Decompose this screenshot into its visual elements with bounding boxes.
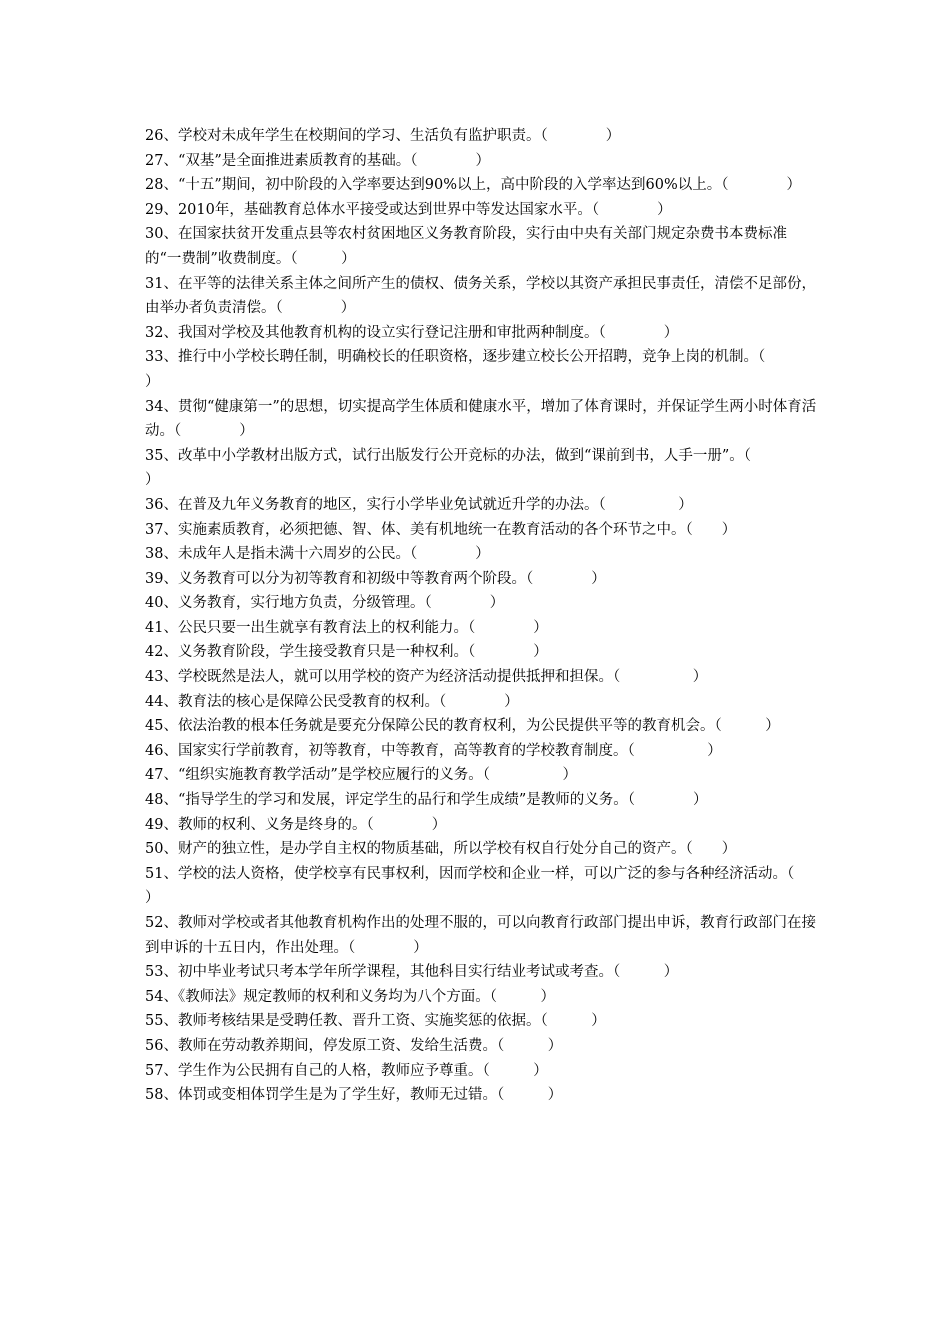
question-item-42: 42、义务教育阶段，学生接受教育只是一种权利。（ ）: [145, 644, 548, 661]
question-item-53: 53、初中毕业考试只考本学年所学课程，其他科目实行结业考试或考查。（ ）: [145, 964, 679, 981]
question-item-51: 51、学校的法人资格，使学校享有民事权利，因而学校和企业一样，可以广泛的参与各种经济活动。（ ）: [145, 865, 853, 907]
question-item-26: 26、学校对未成年学生在校期间的学习、生活负有监护职责。（ ）: [145, 128, 621, 144]
question-item-58: 58、体罚或变相体罚学生是为了学生好，教师无过错。（ ）: [145, 1087, 563, 1104]
question-item-39: 39、义务教育可以分为初等教育和初级中等教育两个阶段。（ ）: [145, 570, 606, 587]
question-item-45: 45、依法治教的根本任务就是要充分保障公民的教育权利，为公民提供平等的教育机会。（ ）: [145, 718, 780, 735]
question-list: [145, 124, 853, 1108]
question-item-44: 44、教育法的核心是保障公民受教育的权利。（ ）: [145, 693, 519, 710]
question-item-27: 27、“双基”是全面推进素质教育的基础。（ ）: [145, 152, 491, 169]
question-item-55: 55、教师考核结果是受聘任教、晋升工资、实施奖惩的依据。（ ）: [145, 1013, 606, 1030]
question-item-49: 49、教师的权利、义务是终身的。（ ）: [145, 816, 447, 833]
question-item-36: 36、在普及九年义务教育的地区，实行小学毕业免试就近升学的办法。（ ）: [145, 496, 693, 513]
question-item-47: 47、“组织实施教育教学活动”是学校应履行的义务。（ ）: [145, 767, 578, 784]
question-item-30: 30、在国家扶贫开发重点县等农村贫困地区义务教育阶段，实行由中央有关部门规定杂费书本费标准的“一费制”收费制度。（ ）: [145, 226, 787, 267]
question-item-35: 35、改革中小学教材出版方式，试行出版发行公开竞标的办法，做到“课前到书，人手一册”。（ ）: [145, 447, 824, 489]
question-item-33: 33、推行中小学校长聘任制，明确校长的任职资格，逐步建立校长公开招聘，竞争上岗的机制。（ ）: [145, 349, 824, 390]
question-item-28: 28、“十五”期间，初中阶段的入学率要达到90%以上，高中阶段的入学率达到60%以上。（ ）: [145, 177, 801, 194]
question-item-43: 43、学校既然是法人，就可以用学校的资产为经济活动提供抵押和担保。（ ）: [145, 669, 708, 686]
question-item-52: 52、教师对学校或者其他教育机构作出的处理不服的，可以向教育行政部门提出申诉，教育行政部门在接到申诉的十五日内，作出处理。（ ）: [145, 915, 816, 956]
question-item-31: 31、在平等的法律关系主体之间所产生的债权、债务关系，学校以其资产承担民事责任，清偿不足部份，由举办者负责清偿。（ ）: [145, 275, 816, 317]
question-item-50: 50、财产的独立性，是办学自主权的物质基础，所以学校有权自行处分自己的资产。（ ）: [145, 841, 737, 858]
question-item-37: 37、实施素质教育，必须把德、智、体、美有机地统一在教育活动的各个环节之中。（ ）: [145, 521, 737, 538]
question-item-46: 46、国家实行学前教育，初等教育，中等教育，高等教育的学校教育制度。（ ）: [145, 742, 722, 759]
question-item-57: 57、学生作为公民拥有自己的人格，教师应予尊重。（ ）: [145, 1062, 548, 1079]
question-item-56: 56、教师在劳动教养期间，停发原工资、发给生活费。（ ）: [145, 1037, 563, 1054]
question-item-32: 32、我国对学校及其他教育机构的设立实行登记注册和审批两种制度。（ ）: [145, 324, 679, 341]
question-item-48: 48、“指导学生的学习和发展，评定学生的品行和学生成绩”是教师的义务。（ ）: [145, 792, 708, 809]
question-item-34: 34、贯彻“健康第一”的思想，切实提高学生体质和健康水平，增加了体育课时，并保证学生两小时体育活动。（ ）: [145, 398, 817, 440]
question-item-29: 29、2010年，基础教育总体水平接受或达到世界中等发达国家水平。（ ）: [145, 201, 672, 218]
question-item-40: 40、义务教育，实行地方负责，分级管理。（ ）: [145, 595, 505, 612]
question-item-54: 54、《教师法》规定教师的权利和义务均为八个方面。（ ）: [145, 988, 555, 1005]
question-item-41: 41、公民只要一出生就享有教育法上的权利能力。（ ）: [145, 619, 548, 636]
question-item-38: 38、未成年人是指未满十六周岁的公民。（ ）: [145, 546, 490, 563]
